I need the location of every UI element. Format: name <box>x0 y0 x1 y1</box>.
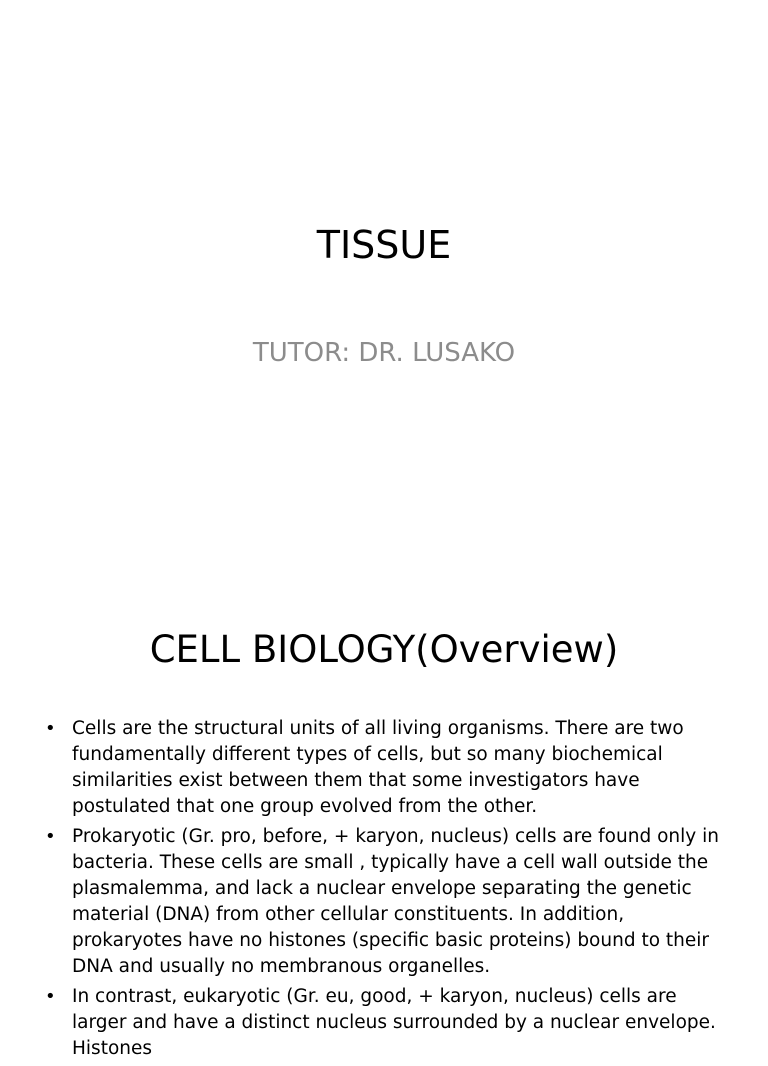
slide-overview-heading: CELL BIOLOGY(Overview) <box>149 628 619 671</box>
bullet-text: Cells are the structural units of all living organisms. There are two fundamentally different types of cells, but so many biochemical similarities exist between them that some investigators have postulated that one group evolved from the other. <box>72 718 684 817</box>
bullet-item <box>0 984 768 1062</box>
bullet-item <box>0 716 768 820</box>
bullet-icon: • <box>45 718 56 739</box>
bullet-text: In contrast, eukaryotic (Gr. eu, good, + karyon, nucleus) cells are larger and have a distinct nucleus surrounded by a nuclear envelope. Histones <box>72 986 716 1059</box>
slide-title-heading: TISSUE <box>316 223 452 267</box>
slide-overview <box>0 576 768 1059</box>
bullet-list <box>0 716 768 1066</box>
bullet-icon: • <box>45 986 56 1007</box>
bullet-text: Prokaryotic (Gr. pro, before, + karyon, nucleus) cells are found only in bacteria. These cells are small , typically have a cell wall outside the plasmalemma, and lack a nuclear envelope separating the genetic material (DNA) from other cellular constituents. In addition, prokaryotes have no histones (specific basic proteins) bound to their DNA and usually no membranous organelles. <box>72 826 719 977</box>
bullet-item <box>0 824 768 980</box>
slide-subtitle: TUTOR: DR. LUSAKO <box>252 338 516 368</box>
bullet-icon: • <box>45 826 56 847</box>
